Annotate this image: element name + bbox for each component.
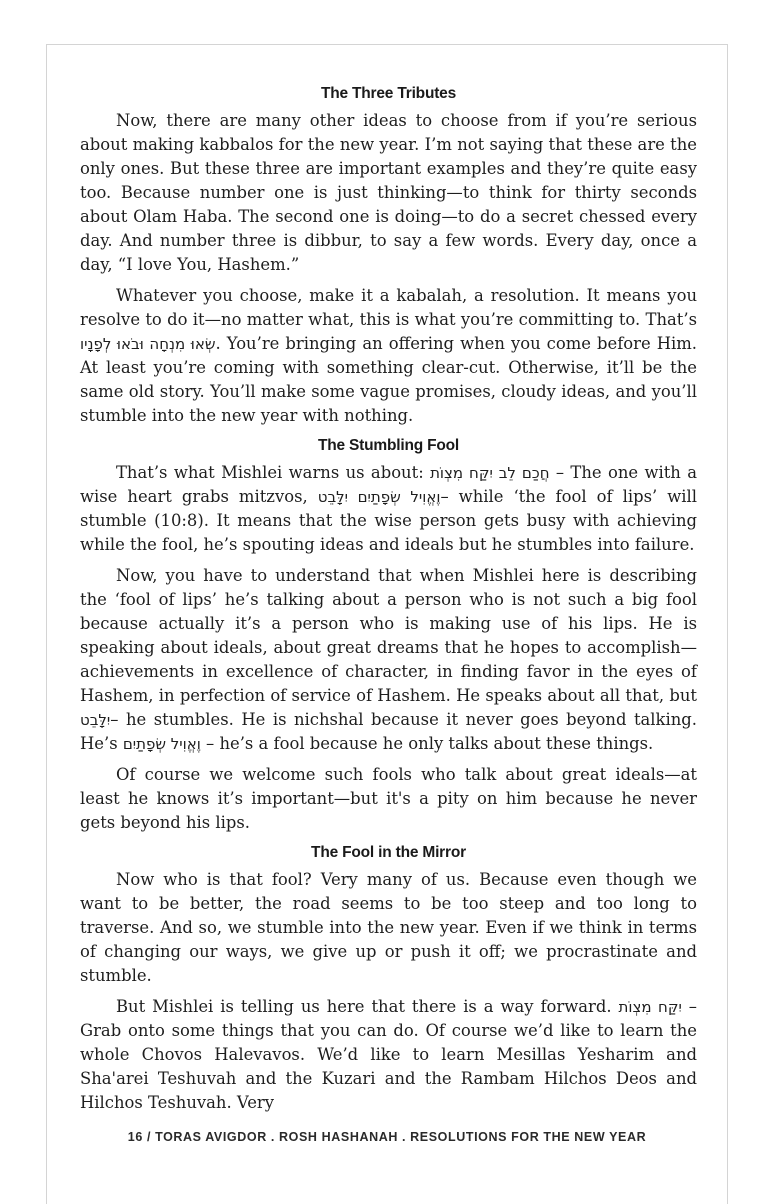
paragraph: But Mishlei is telling us here that there is a way forward. יִקַּח מִצְוֹת – Grab onto some things that you can do. Of course we’d like to learn the whole Chovos Halevavos. We’d like to learn Mesillas Yesharim and Sha'arei Teshuvah and the Kuzari and the Rambam Hilchos Deos and Hilchos Teshuvah. Very — [80, 997, 697, 1112]
paragraph: Now, you have to understand that when Mishlei here is describing the ‘fool of lips’ he’s talking about a person who is not such a big fool because actually it’s a person who is making use of his lips. He is speaking about ideals, about great dreams that he hopes to accomplish—achievements in excellence of character, in finding favor in the eyes of Hashem, in perfection of service of Hashem. He speaks about all that, but יִלָּבֵט– he stumbles. He is nichshal because it never goes beyond talking. He’s וֶאֱוִיל שְׂפָתַיִם – he’s a fool because he only talks about these things. — [80, 566, 697, 753]
hebrew-quote: שְׂאוּ מִנְחָה וּבֹאוּ לְפָנָיו — [80, 335, 216, 353]
section-heading-stumbling-fool: The Stumbling Fool — [317, 437, 460, 454]
hebrew-quote: חֲכַם לֵב יִקַּח מִצְוֹת — [430, 464, 550, 482]
hebrew-quote: וֶאֱוִיל שְׂפָתַיִם יִלָּבֵט — [317, 488, 441, 506]
section-heading-three-tributes: The Three Tributes — [320, 85, 457, 102]
section-heading-fool-in-mirror: The Fool in the Mirror — [311, 844, 466, 861]
paragraph: That’s what Mishlei warns us about: חֲכַם לֵב יִקַּח מִצְוֹת – The one with a wise heart grabs mitzvos, וֶאֱוִיל שְׂפָתַיִם יִלָּבֵט– while ‘the fool of lips’ will stumble (10:8). It means that the wise person gets busy with achieving while the fool, he’s spouting ideas and ideals but he stumbles into failure. — [80, 463, 697, 554]
page-content — [80, 83, 697, 1122]
hebrew-quote: יִלָּבֵט — [80, 711, 111, 729]
paragraph: Of course we welcome such fools who talk about great ideals—at least he knows it’s important—but it's a pity on him because he never gets beyond his lips. — [80, 765, 697, 832]
paragraph: Whatever you choose, make it a kabalah, a resolution. It means you resolve to do it—no matter what, this is what you’re committing to. That’s שְׂאוּ מִנְחָה וּבֹאוּ לְפָנָיו. You’re bringing an offering when you come before Him. At least you’re coming with something clear-cut. Otherwise, it’ll be the same old story. You’ll make some vague promises, cloudy ideas, and you’ll stumble into the new year with nothing. — [80, 286, 697, 425]
paragraph: Now, there are many other ideas to choose from if you’re serious about making kabbalos for the new year. I’m not saying that these are the only ones. But these three are important examples and they’re quite easy too. Because number one is just thinking—to think for thirty seconds about Olam Haba. The second one is doing—to do a secret chessed every day. And number three is dibbur, to say a few words. Every day, once a day, “I love You, Hashem.” — [80, 111, 697, 274]
hebrew-quote: וֶאֱוִיל שְׂפָתַיִם — [122, 735, 201, 753]
book-page — [46, 44, 728, 1204]
page-footer: 16 / TORAS AVIGDOR . ROSH HASHANAH . RESOLUTIONS FOR THE NEW YEAR — [127, 1130, 647, 1144]
paragraph: Now who is that fool? Very many of us. Because even though we want to be better, the road seems to be too steep and too long to traverse. And so, we stumble into the new year. Even if we think in terms of changing our ways, we give up or push it off; we procrastinate and stumble. — [80, 870, 697, 985]
hebrew-quote: יִקַּח מִצְוֹת — [618, 998, 682, 1016]
